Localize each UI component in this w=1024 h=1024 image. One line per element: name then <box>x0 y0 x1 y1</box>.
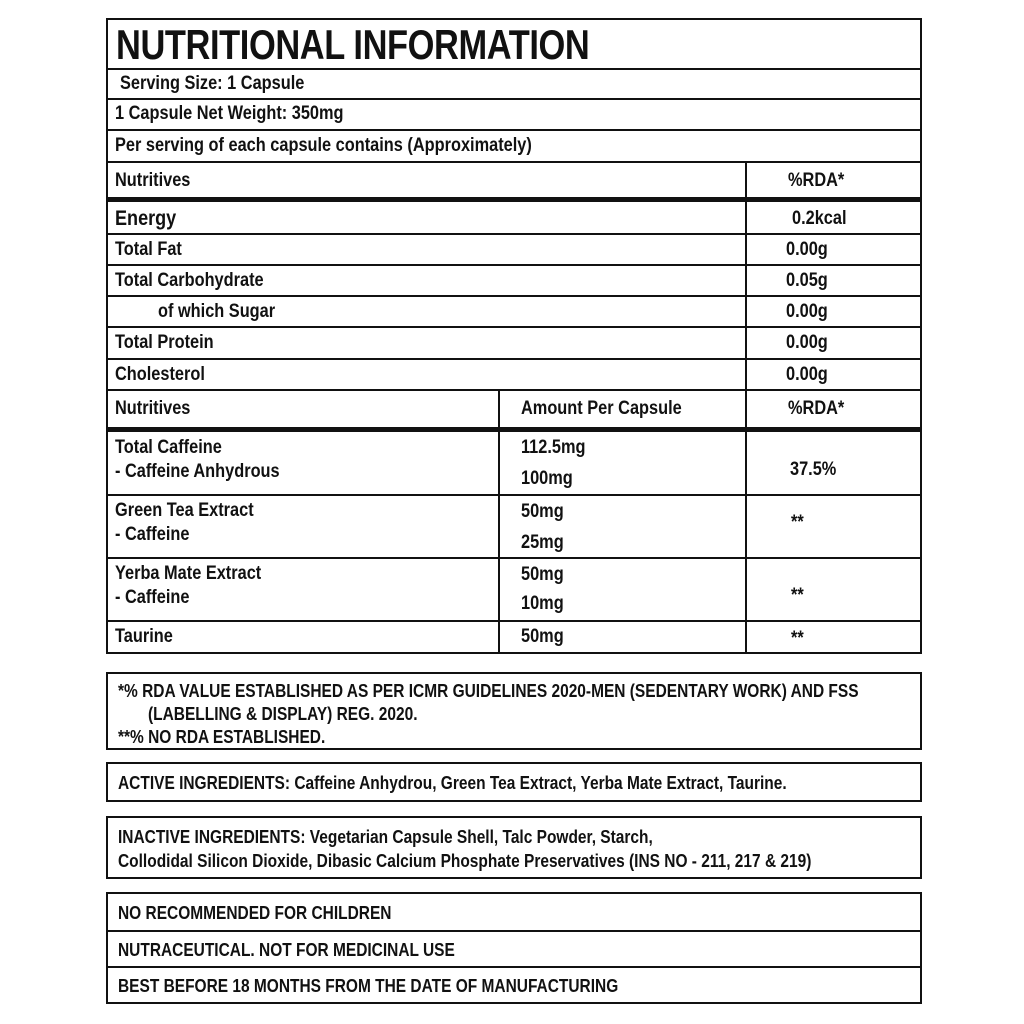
nutrient-value: 0.00g <box>786 301 828 322</box>
per-serving-note: Per serving of each capsule contains (Approximately) <box>115 135 532 156</box>
header-divider <box>108 197 920 202</box>
divider <box>108 494 920 496</box>
table2-col-rda: %RDA* <box>788 398 845 419</box>
ingredient-name: Taurine <box>115 626 173 647</box>
nutrient-name: Cholesterol <box>115 364 205 385</box>
divider <box>108 98 920 100</box>
active-ingredients-label: ACTIVE INGREDIENTS: <box>118 773 291 793</box>
ingredient-name: Yerba Mate Extract <box>115 563 262 584</box>
footnote-line: **% NO RDA ESTABLISHED. <box>118 727 326 747</box>
inactive-ingredients-text2: Collodidal Silicon Dioxide, Dibasic Calcium Phosphate Preservatives (INS NO - 211, 217 & 219) <box>118 851 812 871</box>
ingredient-rda: ** <box>791 585 804 606</box>
warning-line: BEST BEFORE 18 MONTHS FROM THE DATE OF MANUFACTURING <box>118 976 619 996</box>
warnings-panel <box>106 892 922 1004</box>
nutrient-name: Total Fat <box>115 239 182 260</box>
nutrient-name: Total Protein <box>115 332 214 353</box>
ingredient-name: Total Caffeine <box>115 437 222 458</box>
divider <box>108 129 920 131</box>
nutrient-name: of which Sugar <box>158 301 276 322</box>
divider <box>108 930 920 932</box>
ingredient-sub: - Caffeine <box>115 524 190 545</box>
active-ingredients-text: Caffeine Anhydrou, Green Tea Extract, Yerba Mate Extract, Taurine. <box>290 773 787 793</box>
divider <box>108 358 920 360</box>
divider <box>108 233 920 235</box>
ingredient-rda: 37.5% <box>790 459 837 480</box>
active-ingredients <box>106 762 922 802</box>
ingredient-sub: - Caffeine <box>115 587 190 608</box>
nutrient-value: 0.00g <box>786 239 828 260</box>
inactive-ingredients-label: INACTIVE INGREDIENTS: <box>118 827 306 847</box>
divider <box>108 295 920 297</box>
nutrient-name: Total Carbohydrate <box>115 270 264 291</box>
ingredient-amount: 50mg <box>521 626 564 647</box>
net-weight: 1 Capsule Net Weight: 350mg <box>115 103 344 124</box>
ingredient-amount-sub: 10mg <box>521 593 564 614</box>
nutrient-value: 0.05g <box>786 270 828 291</box>
nutrient-value: 0.00g <box>786 364 828 385</box>
page-title: NUTRITIONAL INFORMATION <box>116 21 590 68</box>
footnote-line: *% RDA VALUE ESTABLISHED AS PER ICMR GUIDELINES 2020-MEN (SEDENTARY WORK) AND FSS <box>118 681 859 701</box>
ingredient-amount: 50mg <box>521 501 564 522</box>
inactive-ingredients-text: Vegetarian Capsule Shell, Talc Powder, Starch, <box>305 827 653 847</box>
inactive-ingredients-line <box>118 826 653 848</box>
inactive-ingredients <box>106 816 922 879</box>
nutrient-value: 0.2kcal <box>792 208 847 229</box>
divider <box>108 389 920 391</box>
divider <box>108 620 920 622</box>
warning-line: NO RECOMMENDED FOR CHILDREN <box>118 903 392 923</box>
table1-col-rda: %RDA* <box>788 170 845 191</box>
ingredient-rda: ** <box>791 628 804 649</box>
ingredient-amount-sub: 100mg <box>521 468 573 489</box>
active-ingredients-line <box>118 772 787 794</box>
table2-col-amount: Amount Per Capsule <box>521 398 682 419</box>
ingredient-name: Green Tea Extract <box>115 500 254 521</box>
ingredient-amount: 112.5mg <box>521 437 586 458</box>
warning-line: NUTRACEUTICAL. NOT FOR MEDICINAL USE <box>118 940 455 960</box>
divider <box>108 161 920 163</box>
header-divider <box>108 427 920 432</box>
serving-size: Serving Size: 1 Capsule <box>120 73 305 94</box>
ingredient-sub: - Caffeine Anhydrous <box>115 461 280 482</box>
nutrient-name: Energy <box>115 207 177 230</box>
footnote-line: (LABELLING & DISPLAY) REG. 2020. <box>148 704 418 724</box>
divider <box>108 557 920 559</box>
table2-col-nutritives: Nutritives <box>115 398 191 419</box>
rda-footnote <box>106 672 922 750</box>
ingredient-rda: ** <box>791 512 804 533</box>
nutrient-value: 0.00g <box>786 332 828 353</box>
column-divider <box>745 161 747 654</box>
divider <box>108 326 920 328</box>
column-divider <box>498 389 500 654</box>
ingredient-amount: 50mg <box>521 564 564 585</box>
table1-col-nutritives: Nutritives <box>115 170 191 191</box>
divider <box>108 68 920 70</box>
nutrition-panel <box>106 18 922 654</box>
divider <box>108 966 920 968</box>
divider <box>108 264 920 266</box>
ingredient-amount-sub: 25mg <box>521 532 564 553</box>
